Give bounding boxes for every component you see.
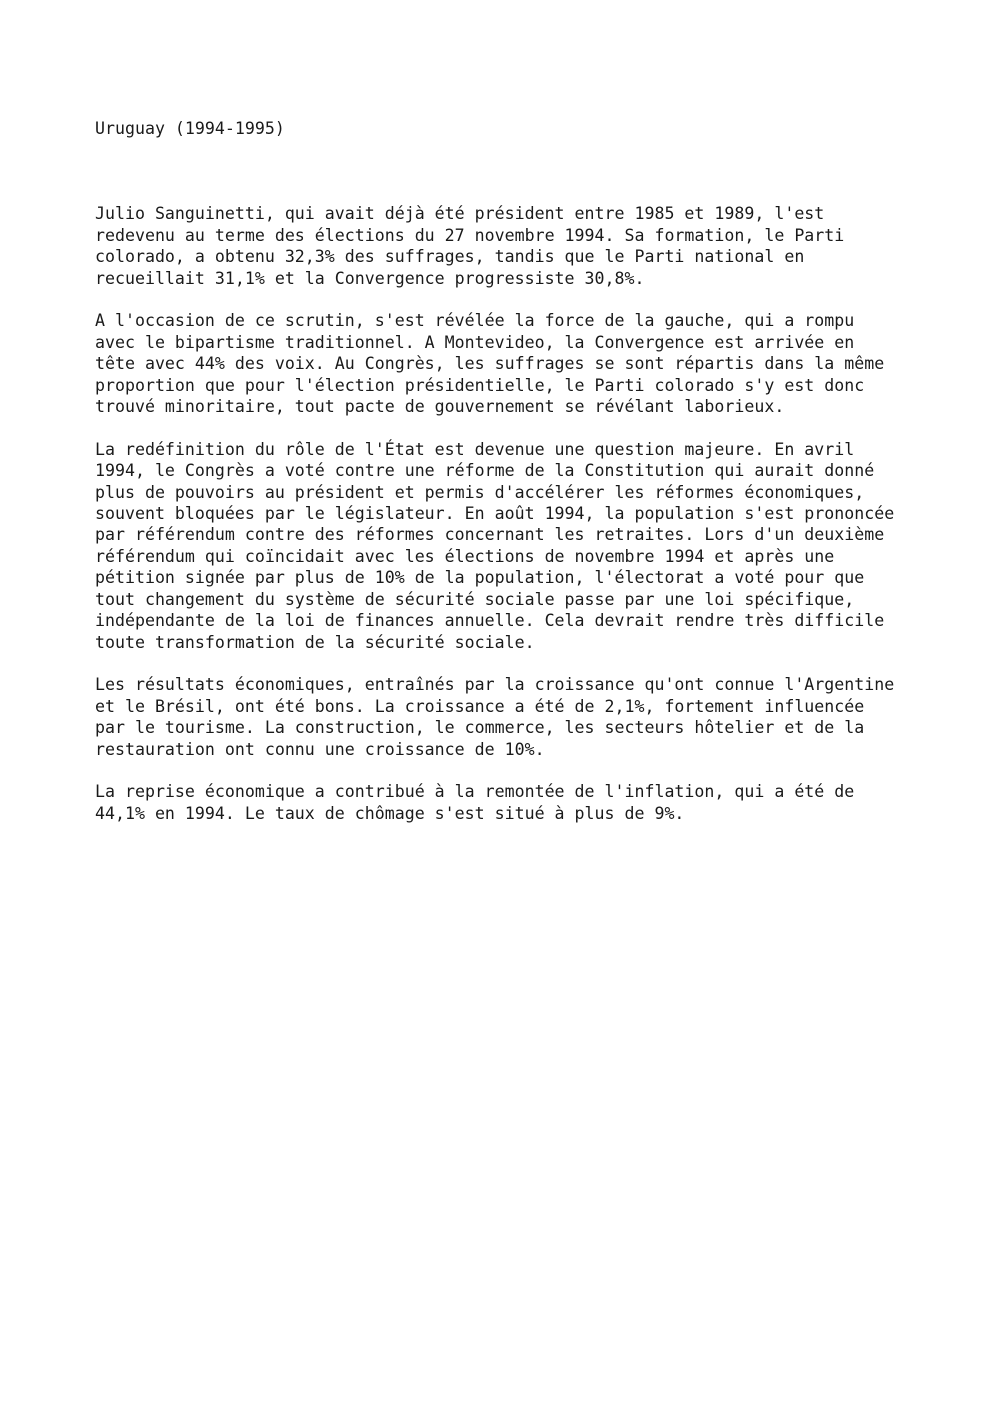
text-line: restauration ont connu une croissance de 10%.: [95, 739, 545, 759]
text-line: 44,1% en 1994. Le taux de chômage s'est situé à plus de 9%.: [95, 803, 685, 823]
document-body: [95, 203, 955, 824]
text-line: plus de pouvoirs au président et permis d'accélérer les réformes économiques,: [95, 482, 865, 502]
text-line: référendum qui coïncidait avec les élections de novembre 1994 et après une: [95, 546, 835, 566]
text-line: 1994, le Congrès a voté contre une réforme de la Constitution qui aurait donné: [95, 461, 875, 481]
text-line: proportion que pour l'élection présidentielle, le Parti colorado s'y est donc: [95, 375, 865, 395]
text-line: recueillait 31,1% et la Convergence progressiste 30,8%.: [95, 268, 645, 288]
text-line: La redéfinition du rôle de l'État est devenue une question majeure. En avril: [95, 439, 855, 459]
text-line: tout changement du système de sécurité sociale passe par une loi spécifique,: [95, 589, 855, 609]
text-line: Julio Sanguinetti, qui avait déjà été président entre 1985 et 1989, l'est: [95, 204, 825, 224]
text-line: Les résultats économiques, entraînés par la croissance qu'ont connue l'Argentine: [95, 675, 895, 695]
text-line: trouvé minoritaire, tout pacte de gouvernement se révélant laborieux.: [95, 397, 785, 417]
paragraph-3: [95, 439, 955, 653]
paragraph-1: [95, 203, 955, 289]
text-line: par le tourisme. La construction, le commerce, les secteurs hôtelier et de la: [95, 718, 865, 738]
text-line: La reprise économique a contribué à la remontée de l'inflation, qui a été de: [95, 782, 855, 802]
text-line: toute transformation de la sécurité sociale.: [95, 632, 535, 652]
text-line: et le Brésil, ont été bons. La croissance a été de 2,1%, fortement influencée: [95, 696, 865, 716]
paragraph-5: [95, 781, 955, 824]
document-title: Uruguay (1994-1995): [95, 119, 285, 138]
paragraph-4: [95, 674, 955, 760]
text-line: tête avec 44% des voix. Au Congrès, les suffrages se sont répartis dans la même: [95, 354, 885, 374]
text-line: avec le bipartisme traditionnel. A Montevideo, la Convergence est arrivée en: [95, 332, 855, 352]
text-line: par référendum contre des réformes concernant les retraites. Lors d'un deuxième: [95, 525, 885, 545]
text-line: A l'occasion de ce scrutin, s'est révélée la force de la gauche, qui a rompu: [95, 311, 855, 331]
document-page: [95, 118, 955, 846]
text-line: souvent bloquées par le législateur. En août 1994, la population s'est prononcée: [95, 504, 895, 524]
text-line: redevenu au terme des élections du 27 novembre 1994. Sa formation, le Parti: [95, 225, 845, 245]
paragraph-2: [95, 310, 955, 417]
text-line: colorado, a obtenu 32,3% des suffrages, tandis que le Parti national en: [95, 247, 805, 267]
text-line: pétition signée par plus de 10% de la population, l'électorat a voté pour que: [95, 568, 865, 588]
text-line: indépendante de la loi de finances annuelle. Cela devrait rendre très difficile: [95, 611, 885, 631]
